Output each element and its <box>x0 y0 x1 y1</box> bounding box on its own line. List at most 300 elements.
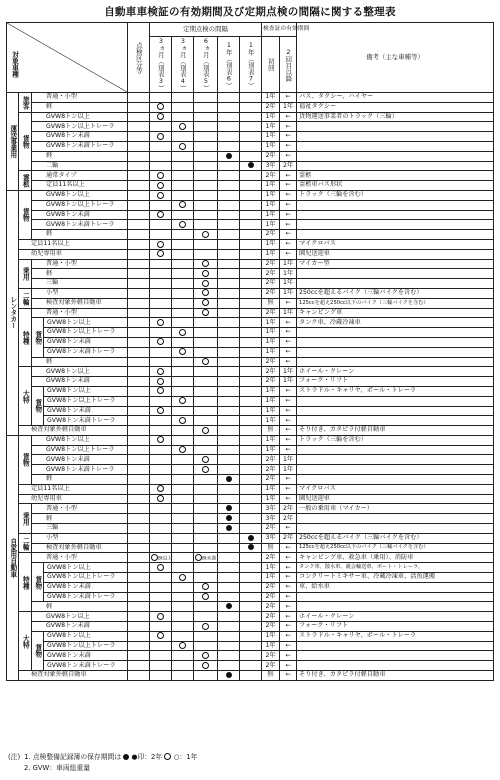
vehicle-label: 軽 <box>32 475 128 485</box>
period-mark-cell <box>194 406 218 416</box>
period-mark-cell <box>240 592 262 602</box>
remarks-cell: 霊柩 <box>297 171 494 181</box>
period-mark-cell <box>150 367 172 377</box>
remarks-cell: 貨物運送事業者のトラック（三輪） <box>297 112 494 122</box>
validity-later-cell: ← <box>280 396 297 406</box>
table-row <box>7 406 494 416</box>
period-mark-cell <box>194 582 218 592</box>
period-mark-cell <box>194 631 218 641</box>
period-mark-cell <box>150 641 172 651</box>
period-mark-cell <box>240 524 262 534</box>
period-mark-cell <box>240 288 262 298</box>
period-mark-cell <box>240 573 262 583</box>
table-row <box>7 269 494 279</box>
header-inspection-class: 点検区分等 <box>128 23 150 93</box>
validity-later-cell: ← <box>280 661 297 671</box>
vehicle-label: 軽 <box>32 514 128 524</box>
inspection-class-cell <box>128 435 150 445</box>
period-mark-cell <box>218 171 240 181</box>
open-circle-icon <box>179 329 186 336</box>
inspection-class-cell <box>128 543 150 553</box>
period-mark-cell <box>194 426 218 436</box>
period-mark-cell <box>194 475 218 485</box>
period-mark-cell <box>240 122 262 132</box>
validity-later-cell: ← <box>280 249 297 259</box>
inspection-class-cell <box>128 141 150 151</box>
vehicle-label: GVW8トン未満 <box>44 337 128 347</box>
open-circle-icon <box>179 397 186 404</box>
period-mark-cell <box>194 416 218 426</box>
open-circle-icon <box>202 456 209 463</box>
remarks-cell: タンク車、散水車、親会輸送車、ボート・トレーラ、 <box>297 563 494 573</box>
validity-first-cell: 1年 <box>262 396 280 406</box>
period-mark-cell <box>150 631 172 641</box>
vehicle-label: 検査対象外軽自動車 <box>19 426 128 436</box>
vehicle-label: 検査対象外軽自動車 <box>19 671 128 681</box>
period-mark-cell <box>218 288 240 298</box>
validity-later-cell: ← <box>280 230 297 240</box>
open-circle-icon <box>157 564 164 571</box>
period-mark-cell <box>150 190 172 200</box>
vehicle-label: GVW8トン以上トレーラ <box>32 200 128 210</box>
period-mark-cell <box>218 239 240 249</box>
validity-later-cell: ← <box>280 171 297 181</box>
table-row <box>7 298 494 308</box>
period-mark-cell <box>194 504 218 514</box>
table-row <box>7 543 494 553</box>
vehicle-label: 普通・小型 <box>32 93 128 103</box>
remarks-cell: 250ccを超えるバイク（三輪バイクを含む） <box>297 533 494 543</box>
period-mark-cell <box>240 406 262 416</box>
validity-later-cell: ← <box>280 122 297 132</box>
remarks-cell: バス、タクシー、ハイヤー <box>297 93 494 103</box>
validity-first-cell: 2年 <box>262 151 280 161</box>
validity-later-cell: ← <box>280 93 297 103</box>
filled-dot-icon <box>226 505 232 511</box>
period-mark-cell <box>240 249 262 259</box>
period-mark-cell <box>218 220 240 230</box>
period-mark-cell <box>172 445 194 455</box>
validity-later-cell: ← <box>280 651 297 661</box>
vehicle-label: 軽 <box>32 357 128 367</box>
period-mark-cell <box>172 426 194 436</box>
period-mark-cell <box>240 230 262 240</box>
period-mark-cell <box>194 259 218 269</box>
period-mark-cell <box>218 141 240 151</box>
remarks-cell: 125ccを超え250cc以下のバイク（三輪バイクを含む） <box>297 298 494 308</box>
vehicle-label: 通常タイプ <box>32 171 128 181</box>
period-mark-cell <box>172 259 194 269</box>
period-mark-cell <box>218 347 240 357</box>
inspection-class-cell <box>128 416 150 426</box>
remarks-cell <box>297 122 494 132</box>
inspection-class-cell <box>128 396 150 406</box>
validity-later-cell: ← <box>280 112 297 122</box>
period-mark-cell <box>172 416 194 426</box>
open-circle-icon <box>157 192 164 199</box>
group-label: 自家用自動車 <box>7 435 19 680</box>
period-mark-cell <box>150 622 172 632</box>
open-circle-icon <box>157 387 164 394</box>
period-mark-cell <box>150 230 172 240</box>
period-mark-cell <box>150 347 172 357</box>
validity-first-cell: 1年 <box>262 210 280 220</box>
period-mark-cell <box>172 249 194 259</box>
open-circle-icon <box>157 495 164 502</box>
inspection-class-cell <box>128 239 150 249</box>
vehicle-label: 軽 <box>32 151 128 161</box>
period-mark-cell <box>218 269 240 279</box>
validity-first-cell: 1年 <box>262 132 280 142</box>
period-mark-cell <box>150 494 172 504</box>
validity-first-cell: 2年 <box>262 455 280 465</box>
validity-first-cell: 1年 <box>262 406 280 416</box>
remarks-cell: 一般の乗用車（マイカー） <box>297 504 494 514</box>
table-row <box>7 602 494 612</box>
filled-dot-icon <box>248 162 254 168</box>
open-circle-icon <box>157 133 164 140</box>
period-mark-cell <box>194 151 218 161</box>
period-mark-cell <box>194 298 218 308</box>
period-mark-cell <box>218 573 240 583</box>
table-row <box>7 328 494 338</box>
open-circle-icon <box>202 231 209 238</box>
period-mark-cell <box>194 396 218 406</box>
table-row <box>7 416 494 426</box>
open-circle-icon <box>195 554 202 561</box>
table-row <box>7 386 494 396</box>
period-mark-cell <box>240 171 262 181</box>
period-mark-cell <box>172 612 194 622</box>
validity-first-cell: 1年 <box>262 181 280 191</box>
period-mark-cell <box>150 484 172 494</box>
period-mark-cell <box>218 553 240 563</box>
table-row <box>7 524 494 534</box>
inspection-class-cell <box>128 524 150 534</box>
open-circle-icon <box>157 485 164 492</box>
period-mark-cell <box>218 132 240 142</box>
table-row <box>7 661 494 671</box>
period-mark-cell <box>150 582 172 592</box>
period-mark-cell <box>194 612 218 622</box>
validity-later-cell: 1年 <box>280 259 297 269</box>
period-mark-cell <box>150 465 172 475</box>
sub-category-label: 貨物 <box>32 386 44 425</box>
period-mark-cell <box>172 622 194 632</box>
period-mark-cell <box>172 102 194 112</box>
inspection-class-cell <box>128 484 150 494</box>
remarks-cell <box>297 465 494 475</box>
period-mark-cell <box>172 122 194 132</box>
period-mark-cell <box>172 171 194 181</box>
validity-first-cell: 2年 <box>262 357 280 367</box>
validity-first-cell: 1年 <box>262 141 280 151</box>
period-mark-cell <box>172 553 194 563</box>
validity-later-cell: ← <box>280 416 297 426</box>
period-mark-cell <box>150 396 172 406</box>
period-mark-cell <box>218 151 240 161</box>
validity-first-cell: 1年 <box>262 494 280 504</box>
period-mark-cell <box>218 622 240 632</box>
validity-later-cell: ← <box>280 406 297 416</box>
page-title: 自動車車検証の有効期間及び定期点検の間隔に関する整理表 <box>104 6 396 18</box>
period-mark-cell <box>240 475 262 485</box>
validity-later-cell: ← <box>280 543 297 553</box>
table-row <box>7 553 494 563</box>
period-mark-cell <box>150 573 172 583</box>
period-mark-cell <box>240 563 262 573</box>
inspection-class-cell <box>128 230 150 240</box>
period-mark-cell <box>150 141 172 151</box>
validity-first-cell: 2年 <box>262 102 280 112</box>
inspection-class-cell <box>128 504 150 514</box>
inspection-class-cell <box>128 112 150 122</box>
vehicle-label: GVW8トン未満トレーラ <box>32 220 128 230</box>
period-mark-cell <box>150 171 172 181</box>
period-mark-cell <box>194 200 218 210</box>
inspection-class-cell <box>128 582 150 592</box>
vehicle-label: GVW8トン未満 <box>32 210 128 220</box>
validity-first-cell: 1年 <box>262 249 280 259</box>
table-row <box>7 171 494 181</box>
header-periodic-interval: 定期点検の間隔 <box>150 23 262 37</box>
vehicle-label: 普通・小型 <box>32 259 128 269</box>
vehicle-label: GVW8トン以上 <box>44 318 128 328</box>
period-mark-cell <box>218 112 240 122</box>
period-mark-cell <box>240 141 262 151</box>
period-mark-cell <box>240 190 262 200</box>
period-mark-cell <box>218 631 240 641</box>
open-circle-icon <box>202 593 209 600</box>
remarks-cell: 園児送迎車 <box>297 494 494 504</box>
period-mark-cell <box>172 230 194 240</box>
period-mark-cell <box>150 377 172 387</box>
open-circle-icon <box>179 348 186 355</box>
table-row <box>7 612 494 622</box>
vehicle-label: GVW8トン以上 <box>44 563 128 573</box>
remarks-cell <box>297 592 494 602</box>
period-mark-cell <box>240 377 262 387</box>
period-mark-cell <box>194 455 218 465</box>
period-mark-cell <box>172 514 194 524</box>
period-mark-cell <box>240 435 262 445</box>
open-circle-icon <box>179 143 186 150</box>
period-mark-cell <box>194 592 218 602</box>
period-mark-cell <box>150 161 172 171</box>
period-mark-cell <box>172 592 194 602</box>
period-mark-cell <box>194 93 218 103</box>
validity-first-cell: 2年 <box>262 308 280 318</box>
period-mark-cell <box>172 465 194 475</box>
remarks-cell: マイクロバス <box>297 239 494 249</box>
period-mark-cell <box>150 455 172 465</box>
header-validity-first: 初回 <box>262 37 280 93</box>
sub-category-label: 貨物 <box>19 435 32 484</box>
period-mark-cell <box>240 347 262 357</box>
open-circle-icon <box>202 260 209 267</box>
open-circle-icon <box>157 632 164 639</box>
validity-first-cell: 2年 <box>262 230 280 240</box>
period-mark-cell <box>218 190 240 200</box>
mark-label: 8t未満 <box>202 556 216 562</box>
remarks-cell: 園児送迎車 <box>297 249 494 259</box>
validity-later-cell: ← <box>280 602 297 612</box>
remarks-cell <box>297 651 494 661</box>
validity-later-cell: ← <box>280 190 297 200</box>
period-mark-cell <box>150 661 172 671</box>
validity-later-cell: ← <box>280 612 297 622</box>
period-mark-cell <box>240 426 262 436</box>
table-row <box>7 220 494 230</box>
remarks-cell <box>297 151 494 161</box>
period-mark-cell <box>150 279 172 289</box>
inspection-class-cell <box>128 93 150 103</box>
open-circle-icon <box>157 613 164 620</box>
period-mark-cell <box>172 582 194 592</box>
validity-first-cell: 1年 <box>262 435 280 445</box>
period-mark-cell <box>172 239 194 249</box>
period-mark-cell <box>150 671 172 681</box>
period-mark-cell <box>194 181 218 191</box>
period-mark-cell <box>218 337 240 347</box>
validity-later-cell: ← <box>280 426 297 436</box>
validity-later-cell: 1年 <box>280 288 297 298</box>
period-mark-cell <box>194 661 218 671</box>
validity-first-cell: 無 <box>262 543 280 553</box>
sub-category-label: 特種 <box>19 553 32 612</box>
validity-later-cell: 1年 <box>280 367 297 377</box>
period-mark-cell <box>194 494 218 504</box>
validity-later-cell: 1年 <box>280 455 297 465</box>
validity-later-cell: ← <box>280 475 297 485</box>
period-mark-cell <box>150 612 172 622</box>
validity-later-cell: ← <box>280 141 297 151</box>
open-circle-icon <box>179 642 186 649</box>
remarks-cell: そり付き、カタピラ付軽自動車 <box>297 671 494 681</box>
validity-first-cell: 1年 <box>262 631 280 641</box>
table-row <box>7 504 494 514</box>
open-circle-icon <box>157 182 164 189</box>
period-mark-cell <box>194 220 218 230</box>
validity-later-cell: 2年 <box>280 504 297 514</box>
vehicle-label: GVW8トン以上 <box>32 367 128 377</box>
header-validity-later: 2回目以降 <box>280 37 297 93</box>
vehicle-label: GVW8トン未満 <box>44 651 128 661</box>
vehicle-label: GVW8トン以上 <box>32 112 128 122</box>
period-mark-cell <box>172 288 194 298</box>
validity-first-cell: 2年 <box>262 279 280 289</box>
remarks-cell: コンクリートミキサー車、冷蔵冷凍車、活魚運搬 <box>297 573 494 583</box>
header-period-col: 3ヵ月（別表3） <box>150 37 172 93</box>
inspection-class-cell <box>128 592 150 602</box>
period-mark-cell <box>194 445 218 455</box>
remarks-cell <box>297 220 494 230</box>
inspection-class-cell <box>128 622 150 632</box>
remarks-cell <box>297 445 494 455</box>
validity-later-cell: ← <box>280 328 297 338</box>
vehicle-label: 小型 <box>32 288 128 298</box>
period-mark-cell <box>150 445 172 455</box>
validity-later-cell: 2年 <box>280 161 297 171</box>
inspection-class-cell <box>128 347 150 357</box>
remarks-cell: トラック（三輪を含む） <box>297 435 494 445</box>
vehicle-label: 二輪 <box>32 161 128 171</box>
period-mark-cell <box>172 396 194 406</box>
inspection-class-cell <box>128 465 150 475</box>
validity-later-cell: ← <box>280 582 297 592</box>
period-mark-cell <box>240 259 262 269</box>
period-mark-cell <box>218 279 240 289</box>
period-mark-cell <box>150 102 172 112</box>
period-mark-cell <box>172 406 194 416</box>
remarks-cell: マイカー型 <box>297 259 494 269</box>
validity-later-cell: ← <box>280 337 297 347</box>
table-row <box>7 102 494 112</box>
validity-later-cell: 1年 <box>280 377 297 387</box>
period-mark-cell <box>172 269 194 279</box>
table-row <box>7 426 494 436</box>
validity-first-cell: 2年 <box>262 377 280 387</box>
period-mark-cell <box>194 651 218 661</box>
period-mark-cell <box>172 641 194 651</box>
period-mark-cell <box>218 514 240 524</box>
period-mark-cell <box>150 386 172 396</box>
validity-first-cell: 1年 <box>262 573 280 583</box>
inspection-class-cell <box>128 220 150 230</box>
period-mark-cell <box>150 337 172 347</box>
period-mark-cell <box>194 465 218 475</box>
period-mark-cell <box>150 132 172 142</box>
table-body <box>7 93 494 681</box>
remarks-cell <box>297 132 494 142</box>
validity-first-cell: 2年 <box>262 622 280 632</box>
vehicle-label: GVW8トン以上トレーラ <box>44 641 128 651</box>
remarks-cell: ホイール・クレーン <box>297 612 494 622</box>
sub-category-label: 貨物 <box>32 563 44 602</box>
period-mark-cell <box>240 465 262 475</box>
remarks-cell: タンク車、冷蔵冷凍車 <box>297 318 494 328</box>
remarks-cell <box>297 347 494 357</box>
period-mark-cell <box>218 230 240 240</box>
period-mark-cell <box>150 249 172 259</box>
validity-later-cell: ← <box>280 494 297 504</box>
period-mark-cell <box>194 563 218 573</box>
period-mark-cell <box>172 357 194 367</box>
sub-category-label: 二輪 <box>19 288 32 308</box>
remarks-cell: ストラドル・キャリヤ、ポール・トレーラ <box>297 386 494 396</box>
period-mark-cell <box>172 671 194 681</box>
validity-later-cell: ← <box>280 631 297 641</box>
period-mark-cell <box>150 514 172 524</box>
period-mark-cell <box>172 210 194 220</box>
period-mark-cell <box>240 279 262 289</box>
open-circle-icon <box>157 407 164 414</box>
table-row <box>7 249 494 259</box>
period-mark-cell <box>194 161 218 171</box>
group-label: レンタカー <box>7 190 19 435</box>
period-mark-cell <box>194 288 218 298</box>
remarks-cell: キャンピング車 <box>297 308 494 318</box>
period-mark-cell <box>150 93 172 103</box>
table-row <box>7 151 494 161</box>
inspection-class-cell <box>128 171 150 181</box>
period-mark-cell <box>218 465 240 475</box>
table-row <box>7 200 494 210</box>
period-mark-cell <box>240 484 262 494</box>
period-mark-cell <box>240 504 262 514</box>
period-mark-cell <box>150 475 172 485</box>
period-mark-cell <box>218 122 240 132</box>
